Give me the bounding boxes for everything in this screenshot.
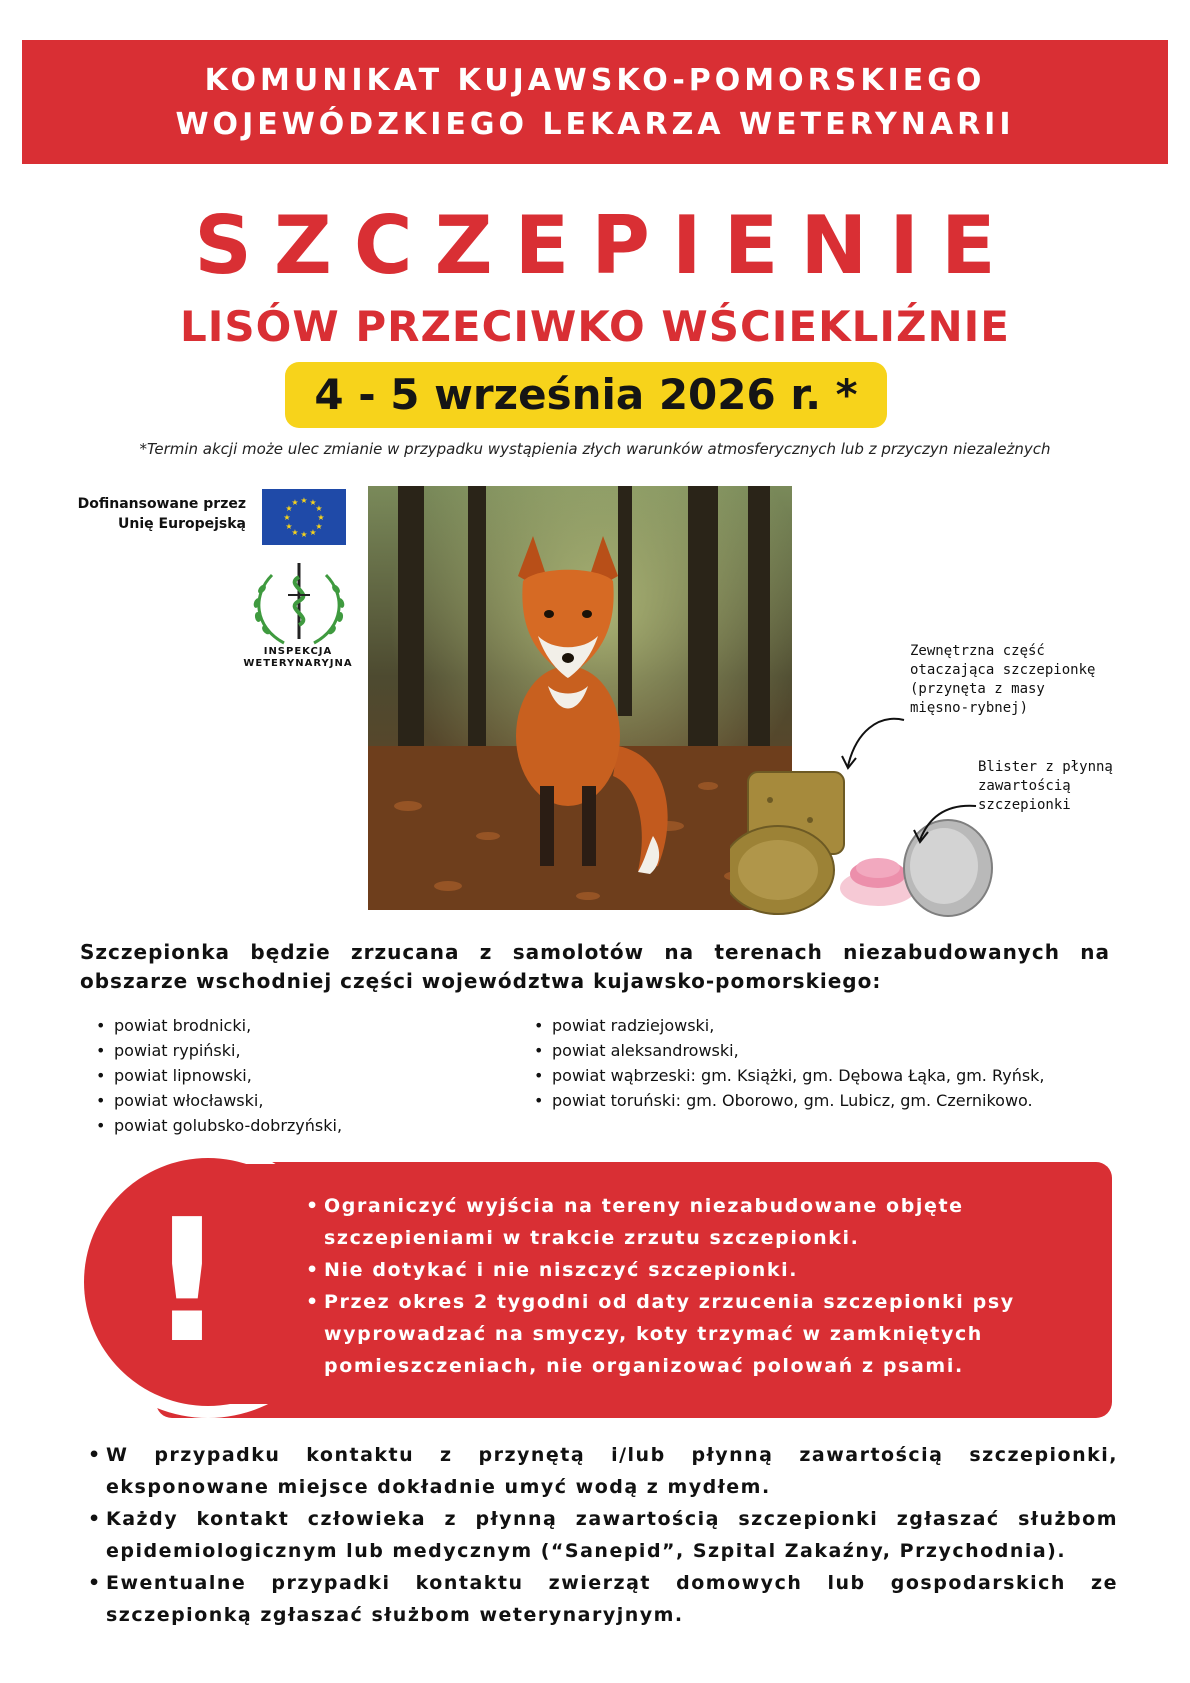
footnote: *Termin akcji może ulec zmianie w przypadku wystąpienia złych warunków atmosferycznych lub z przyczyn niezależnych	[139, 440, 1051, 458]
annotation-line: szczepionki	[978, 797, 1071, 813]
annotation-line: otaczająca szczepionkę	[910, 662, 1096, 678]
contact-notes-list	[88, 1439, 1118, 1631]
note-item: • W przypadku kontaktu z przynętą i/lub płynną zawartością szczepionki, eksponowane miejsce dokładnie umyć wodą z mydłem.	[88, 1439, 1118, 1503]
eu-funding-text	[76, 494, 246, 534]
page-subtitle: LISÓW PRZECIWKO WŚCIEKLIŹNIE	[180, 302, 1010, 351]
warning-item: • Nie dotykać i nie niszczyć szczepionki.	[306, 1254, 1096, 1286]
list-item: • powiat brodnicki,	[96, 1013, 342, 1038]
page-title: SZCZEPIENIE	[194, 199, 1018, 292]
warning-item: • Przez okres 2 tygodni od daty zrzucenia szczepionki psy wyprowadzać na smyczy, koty trzymać w zamkniętych pomieszczeniach, nie organizować polowań z psami.	[306, 1286, 1096, 1382]
svg-text:★: ★	[317, 513, 325, 522]
svg-text:★: ★	[291, 528, 299, 537]
eu-text-line-1: Dofinansowane przez	[77, 496, 246, 512]
eu-flag-icon	[262, 489, 346, 545]
svg-text:★: ★	[300, 530, 308, 539]
iw-caption-line-2: WETERYNARYJNA	[243, 658, 353, 669]
svg-text:★: ★	[291, 498, 299, 507]
list-item: • powiat toruński: gm. Oborowo, gm. Lubicz, gm. Czernikowo.	[534, 1088, 1045, 1113]
svg-text:★: ★	[285, 504, 293, 513]
list-item: • powiat rypiński,	[96, 1038, 342, 1063]
veterinary-inspection-caption	[228, 646, 368, 670]
svg-text:★: ★	[315, 522, 323, 531]
arrow-icon	[910, 800, 980, 846]
header-line-1: KOMUNIKAT KUJAWSKO-POMORSKIEGO	[204, 63, 986, 98]
annotation-line: (przynęta z masy	[910, 681, 1045, 697]
list-item: • powiat włocławski,	[96, 1088, 342, 1113]
svg-text:★: ★	[309, 498, 317, 507]
annotation-line: mięsno-rybnej)	[910, 700, 1029, 716]
annotation-line: Blister z płynną	[978, 759, 1113, 775]
note-item: • Ewentualne przypadki kontaktu zwierząt domowych lub gospodarskich ze szczepionką zgłaszać służbom weterynaryjnym.	[88, 1567, 1118, 1631]
iw-caption-line-1: INSPEKCJA	[263, 646, 333, 657]
header-line-2: WOJEWÓDZKIEGO LEKARZA WETERYNARII	[175, 107, 1015, 142]
blister-annotation	[978, 758, 1113, 815]
district-list-left	[96, 1013, 342, 1138]
arrow-icon	[838, 706, 908, 774]
exclamation-icon: !	[148, 1183, 226, 1381]
date-badge: 4 - 5 września 2026 r. *	[285, 362, 887, 428]
note-item: • Każdy kontakt człowieka z płynną zawartością szczepionki zgłaszać służbom epidemiologicznym lub medycznym (“Sanepid”, Szpital Zakaźny, Przychodnia).	[88, 1503, 1118, 1567]
header-banner	[22, 40, 1168, 164]
list-item: • powiat wąbrzeski: gm. Książki, gm. Dębowa Łąka, gm. Ryńsk,	[534, 1063, 1045, 1088]
svg-text:★: ★	[285, 522, 293, 531]
eu-text-line-2: Unię Europejską	[118, 516, 246, 532]
svg-text:★: ★	[315, 504, 323, 513]
list-item: • powiat golubsko-dobrzyński,	[96, 1113, 342, 1138]
svg-text:★: ★	[300, 496, 308, 505]
annotation-line: Zewnętrzna część	[910, 643, 1045, 659]
bait-outer-annotation	[910, 642, 1095, 718]
warning-item: • Ograniczyć wyjścia na tereny niezabudowane objęte szczepieniami w trakcie zrzutu szczepionki.	[306, 1190, 1096, 1254]
list-item: • powiat radziejowski,	[534, 1013, 1045, 1038]
svg-text:★: ★	[309, 528, 317, 537]
district-list-right	[534, 1013, 1045, 1113]
drop-area-intro: Szczepionka będzie zrzucana z samolotów na terenach niezabudowanych na obszarze wschodniej części województwa kujawsko-pomorskiego:	[80, 940, 1110, 993]
svg-text:★: ★	[283, 513, 291, 522]
list-item: • powiat aleksandrowski,	[534, 1038, 1045, 1063]
fox-photo	[368, 486, 792, 910]
warning-list	[306, 1190, 1096, 1382]
list-item: • powiat lipnowski,	[96, 1063, 342, 1088]
annotation-line: zawartością	[978, 778, 1071, 794]
